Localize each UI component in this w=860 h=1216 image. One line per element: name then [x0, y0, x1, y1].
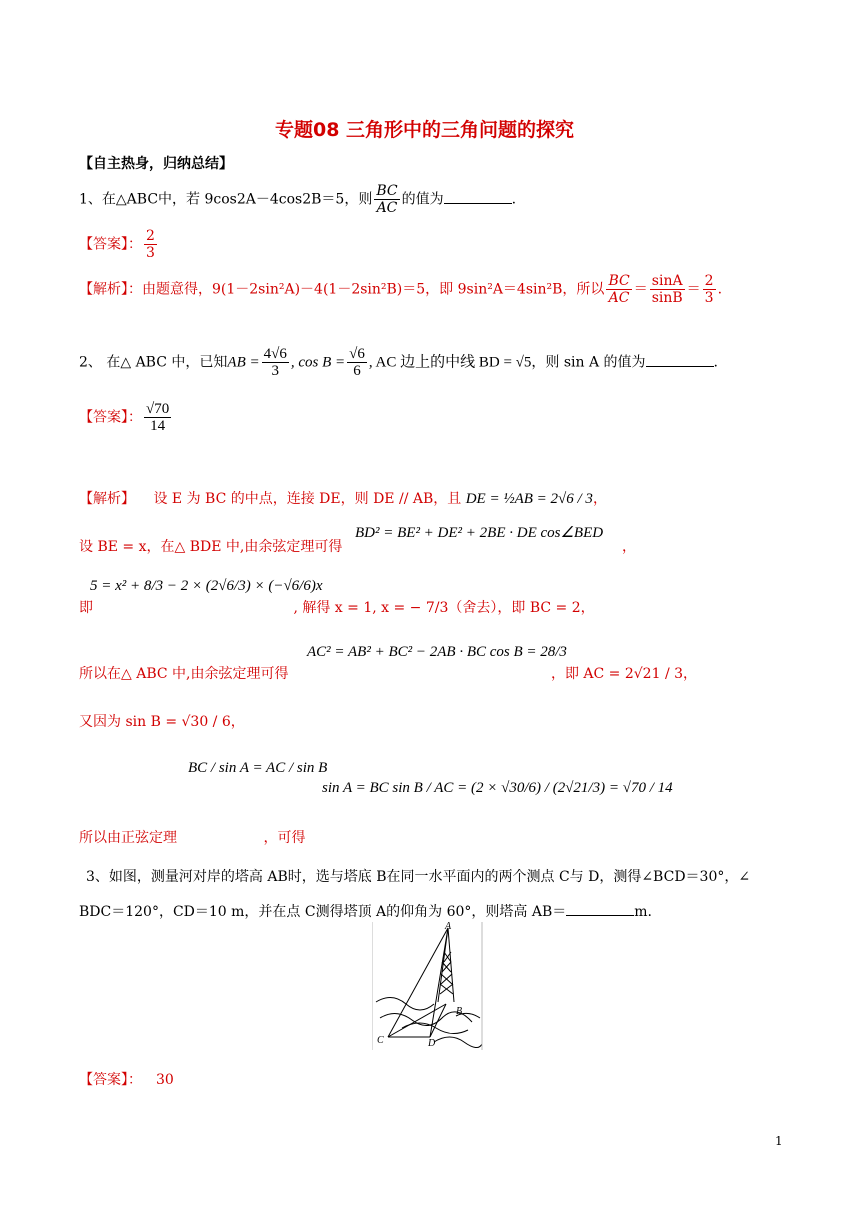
q2-analysis-line4: 所以在△ ABC 中,由余弦定理可得 ，即 AC = 2√21 / 3，: [79, 666, 698, 682]
q1-analysis-text: 由题意得，9(1－2sin²A)－4(1－2sin²B)＝5，即 9sin²A＝4sin²B，所以: [142, 281, 605, 298]
q2-question: 2、 在△ ABC 中，已知AB = $\frac{4√6}{3}$ , cos B = $\frac{√6}{6}$ , AC 边上的中线 BD = √5，则 sin A 的值为 .: [79, 346, 718, 379]
figure-label-a: A: [445, 922, 452, 932]
tower-figure: [372, 922, 484, 1052]
figure-label-b: B: [456, 1006, 463, 1017]
q2-analysis-line3: 即 , 解得 x = 1, x = − 7/3（舍去），即 BC = 2，: [79, 600, 595, 616]
answer-label: 【答案】：: [79, 236, 142, 253]
q2-cosine-law-equation: BD² = BE² + DE² + 2BE · DE cos∠BED: [355, 525, 604, 541]
analysis-label: 【解析】：: [79, 281, 142, 298]
q2-ac-squared-equation: AC² = AB² + BC² − 2AB · BC cos B = 28/3: [307, 644, 567, 660]
q1-analysis: 【解析】：由题意得，9(1－2sin²A)－4(1－2sin²B)＝5，即 9sin²A＝4sin²B，所以 $\frac{BC}{AC}$ ＝ $\frac{\sin A}{\sin B}$ ＝ $\frac{2}{3}$ .: [79, 273, 723, 306]
q1-question: 1、在△ABC中，若 9cos2A－4cos2B＝5，则 $\frac{BC}{AC}$ 的值为 .: [79, 183, 517, 216]
q1-answer-fraction: $\frac{2}{3}$: [146, 228, 155, 261]
page-number: 1: [775, 1134, 783, 1148]
q2-ab-fraction: $\frac{4√6}{3}$: [263, 346, 287, 379]
q2-cos-fraction: $\frac{√6}{6}$: [349, 346, 365, 379]
q3-line1: 3、如图，测量河对岸的塔高 AB时，选与塔底 B在同一水平面内的两个测点 C与 D，测得∠BCD＝30°，∠: [86, 869, 751, 885]
analysis-label: 【解析】: [79, 491, 135, 507]
q3-answer: [79, 1071, 174, 1089]
q1-fraction: $\frac{BC}{AC}$: [376, 183, 398, 216]
q2-expansion-equation: 5 = x² + 8/3 − 2 × (2√6/3) × (−√6/6)x: [90, 578, 323, 594]
q1-suffix: 的值为: [401, 191, 444, 208]
q2-answer: [79, 401, 173, 434]
q2-blank: [646, 352, 714, 367]
q2-analysis-line5: 又因为 sin B = √30 / 6，: [79, 714, 245, 730]
figure-label-d: D: [428, 1038, 436, 1049]
q2-line2-end: ，: [622, 539, 636, 555]
q2-analysis-line6: 所以由正弦定理 ，可得: [79, 830, 306, 846]
q1-analysis-frac-3: $\frac{2}{3}$: [704, 273, 714, 306]
figure-label-c: C: [377, 1035, 384, 1046]
section-heading: 【自主热身，归纳总结】: [79, 156, 233, 172]
q3-line2: BDC＝120°，CD＝10 m，并在点 C测得塔顶 A的仰角为 60°，则塔高 AB＝ m.: [79, 901, 652, 921]
q2-analysis-line1: 【解析】 设 E 为 BC 的中点，连接 DE，则 DE // AB，且 DE = ½AB = 2√6 / 3，: [79, 491, 607, 507]
q2-sine-law-equation: BC / sin A = AC / sin B: [188, 760, 328, 776]
q1-analysis-frac-2: $\frac{\sin A}{\sin B}$: [651, 273, 683, 306]
q3-blank: [566, 901, 634, 916]
q2-prefix: 2、 在△ ABC 中，已知: [79, 354, 228, 371]
q1-answer: [79, 228, 159, 261]
q2-analysis-line2: 设 BE = x，在△ BDE 中,由余弦定理可得: [79, 539, 343, 555]
q2-sina-equation: sin A = BC sin B / AC = (2 × √30/6) / (2√21/3) = √70 / 14: [322, 780, 673, 796]
q2-suffix: ，则 sin A 的值为: [531, 354, 646, 371]
q3-answer-value: 30: [156, 1072, 174, 1088]
answer-label: 【答案】：: [79, 409, 142, 426]
answer-label: 【答案】：: [79, 1072, 142, 1088]
q2-de-equation: DE = ½AB = 2√6 / 3: [465, 491, 593, 507]
q1-prefix: 1、在△ABC中，若 9cos2A－4cos2B＝5，则: [79, 191, 373, 208]
page-title: 专题08 三角形中的三角问题的探究: [275, 119, 575, 141]
q1-blank: [444, 189, 512, 204]
q1-analysis-frac-1: $\frac{BC}{AC}$: [608, 273, 630, 306]
q2-answer-fraction: $\frac{√70}{14}$: [146, 401, 170, 434]
